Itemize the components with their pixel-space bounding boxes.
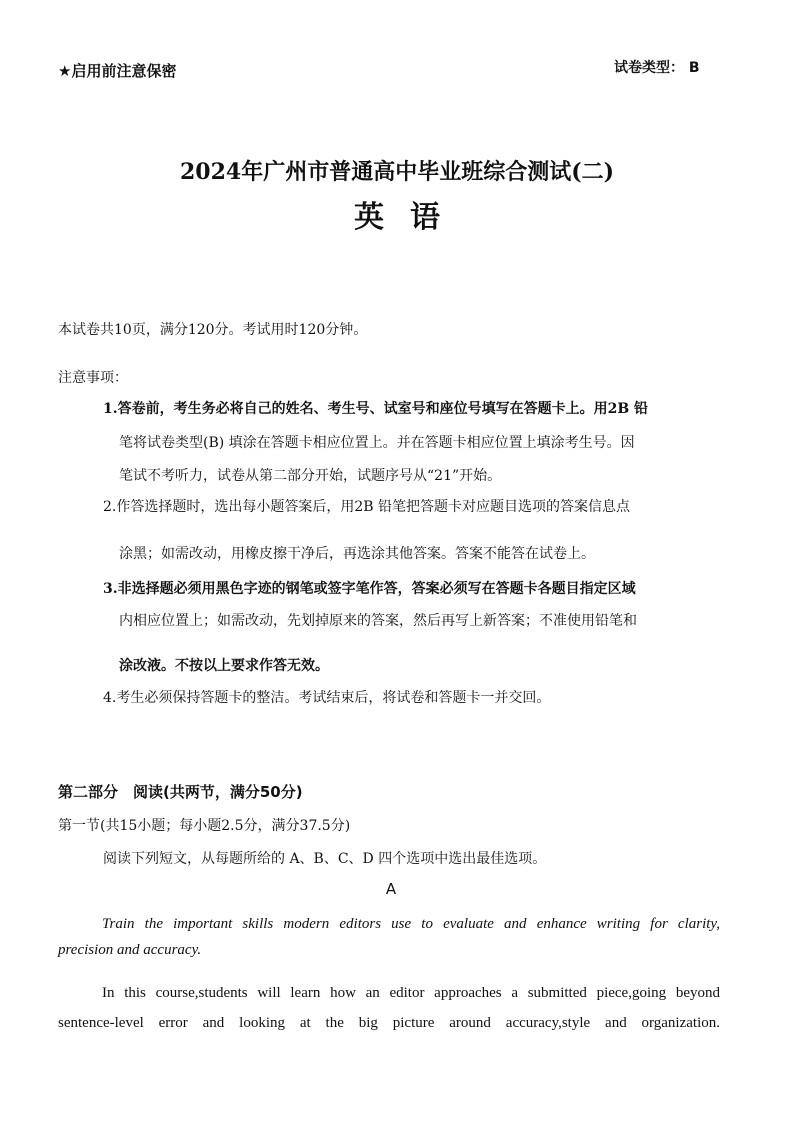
note-1-line-2: 笔将试卷类型(B) 填涂在答题卡相应位置上。并在答题卡相应位置上填涂考生号。因 <box>119 435 635 451</box>
passage-body-line-1: In this course,students will learn how an editor approaches a submitted piece,going beyond <box>102 985 720 1001</box>
exam-intro: 本试卷共10页，满分120分。考试用时120分钟。 <box>58 322 368 338</box>
paper-type-label: 试卷类型： B <box>614 60 700 76</box>
subject-title: 英语 <box>354 200 466 235</box>
exam-title: 2024年广州市普通高中毕业班综合测试(二) <box>179 159 615 185</box>
reading-instruction: 阅读下列短文，从每题所给的 A、B、C、D 四个选项中选出最佳选项。 <box>103 851 547 867</box>
note-3-line-2: 内相应位置上；如需改动，先划掉原来的答案，然后再写上新答案；不准使用铅笔和 <box>119 613 637 629</box>
passage-intro-line-1: Train the important skills modern editors use to evaluate and enhance writing for clarity, <box>102 916 720 932</box>
passage-body-paragraph <box>58 978 720 1038</box>
note-3-line-1: 3.非选择题必须用黑色字迹的钢笔或签字笔作答，答案必须写在答题卡各题目指定区域 <box>103 581 636 597</box>
note-2-line-1: 2.作答选择题时，选出每小题答案后，用2B 铅笔把答题卡对应题目选项的答案信息点 <box>103 499 631 515</box>
part-two-title: 第二部分 阅读(共两节，满分50分) <box>58 783 303 801</box>
section-one-title: 第一节(共15小题；每小题2.5分，满分37.5分) <box>58 818 351 834</box>
passage-intro-paragraph <box>58 911 720 963</box>
note-1-line-1: 1.答卷前，考生务必将自己的姓名、考生号、试室号和座位号填写在答题卡上。用2B 铅 <box>103 401 649 417</box>
passage-body-line-2: sentence-level error and looking at the big picture around accuracy,style and organization. <box>58 1015 720 1031</box>
note-3-line-3: 涂改液。不按以上要求作答无效。 <box>119 658 329 674</box>
passage-letter: A <box>385 880 397 898</box>
passage-intro-line-2: precision and accuracy. <box>58 942 202 958</box>
note-2-line-2: 涂黑；如需改动，用橡皮擦干净后，再选涂其他答案。答案不能答在试卷上。 <box>119 546 595 562</box>
notes-heading: 注意事项： <box>58 370 128 386</box>
note-4-line-1: 4.考生必须保持答题卡的整洁。考试结束后，将试卷和答题卡一并交回。 <box>103 690 551 706</box>
confidential-label: ★启用前注意保密 <box>58 62 177 80</box>
note-1-line-3: 笔试不考听力，试卷从第二部分开始，试题序号从“21”开始。 <box>119 468 502 484</box>
